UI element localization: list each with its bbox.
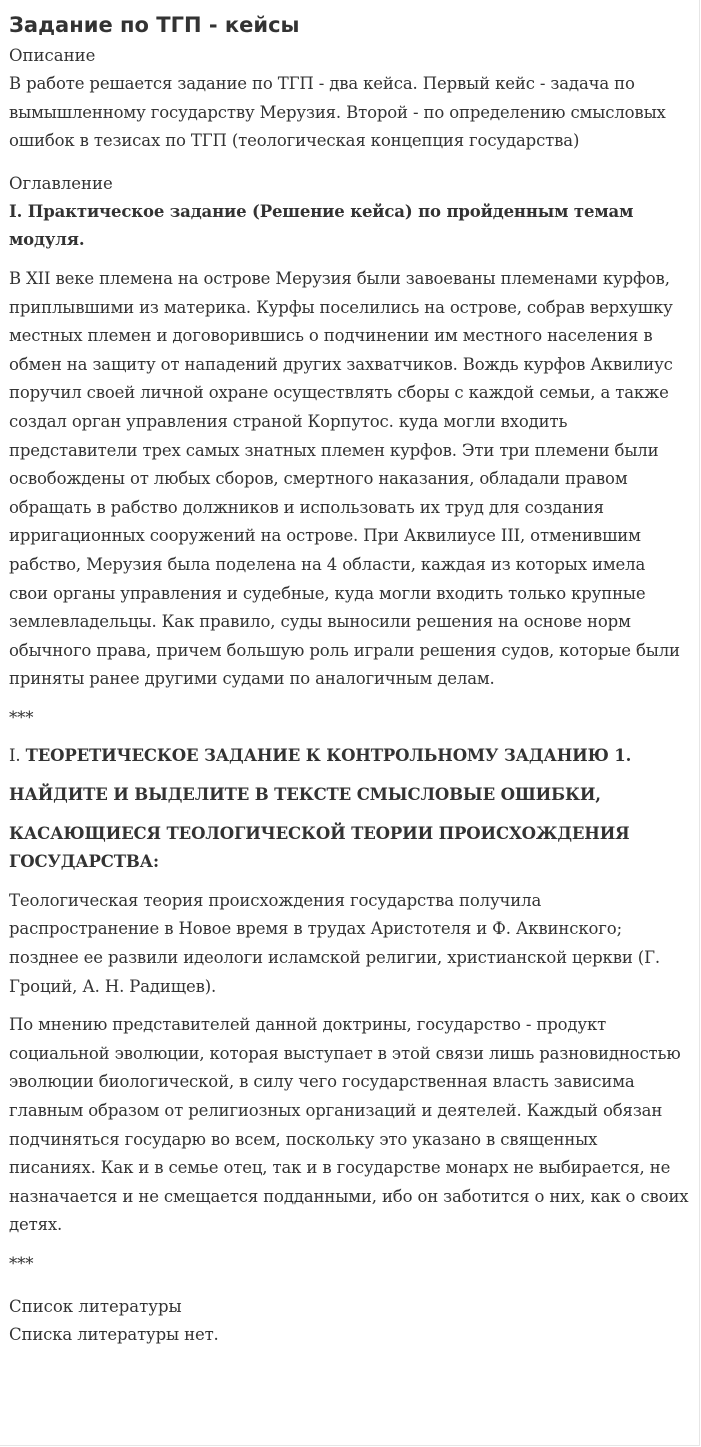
case-text: В XII веке племена на острове Мерузия были завоеваны племенами курфов, приплывшими из материка. Курфы поселились на острове, собрав верхушку местных племен и договорившись о подчинении им местного населения в обмен на защиту от нападений других захватчиков. Вождь курфов Аквилиус поручил своей личной охране осуществлять сборы с каждой семьи, а также создал орган управления страной Корпутос. куда могли входить представители трех самых знатных племен курфов. Эти три племени были освобождены от любых сборов, смертного наказания, обладали правом обращать в рабство должников и использовать их труд для создания ирригационных сооружений на острове. При Аквилиусе III, отменившим рабство, Мерузия была поделена на 4 области, каждая из которых имела свои органы управления и судебные, куда могли входить только крупные землевладельцы. Как правило, суды выносили решения на основе норм обычного права, причем большую роль играли решения судов, которые были приняты ранее другими судами по аналогичным делам.: [9, 268, 680, 689]
document-content: [9, 8, 689, 1349]
theory-heading-1-text: ТЕОРЕТИЧЕСКОЕ ЗАДАНИЕ К КОНТРОЛЬНОМУ ЗАДАНИЮ 1.: [25, 746, 632, 766]
page-title: Задание по ТГП - кейсы: [9, 13, 300, 37]
toc-label: Оглавление: [9, 173, 113, 193]
description-text: В работе решается задание по ТГП - два кейса. Первый кейс - задача по вымышленному государству Мерузия. Второй - по определению смысловых ошибок в тезисах по ТГП (теологическая концепция государства): [9, 74, 666, 151]
theory-heading-1: [9, 742, 689, 771]
description-label: Описание: [9, 46, 96, 65]
theory-prefix: I.: [9, 746, 26, 766]
practical-heading: I. Практическое задание (Решение кейса) по пройденным темам модуля.: [9, 201, 634, 250]
theory-heading-2: НАЙДИТЕ И ВЫДЕЛИТЕ В ТЕКСТЕ СМЫСЛОВЫЕ ОШИБКИ,: [9, 785, 601, 805]
theory-paragraph-1: Теологическая теория происхождения государства получила распространение в Новое время в трудах Аристотеля и Ф. Аквинского; позднее ее развили идеологи исламской религии, христианской церкви (Г. Гроций, А. Н. Радищев).: [9, 890, 660, 996]
separator-1: ***: [9, 707, 34, 727]
separator-2: ***: [9, 1253, 34, 1273]
theory-heading-3: КАСАЮЩИЕСЯ ТЕОЛОГИЧЕСКОЙ ТЕОРИИ ПРОИСХОЖДЕНИЯ ГОСУДАРСТВА:: [9, 823, 630, 872]
bibliography-label: Список литературы: [9, 1296, 182, 1316]
bibliography-text: Списка литературы нет.: [9, 1324, 219, 1344]
theory-paragraph-2: По мнению представителей данной доктрины, государство - продукт социальной эволюции, которая выступает в этой связи лишь разновидностью эволюции биологической, в силу чего государственная власть зависима главным образом от религиозных организаций и деятелей. Каждый обязан подчиняться государю во всем, поскольку это указано в священных писаниях. Как и в семье отец, так и в государстве монарх не выбирается, не назначается и не смещается подданными, ибо он заботится о них, как о своих детях.: [9, 1015, 689, 1235]
